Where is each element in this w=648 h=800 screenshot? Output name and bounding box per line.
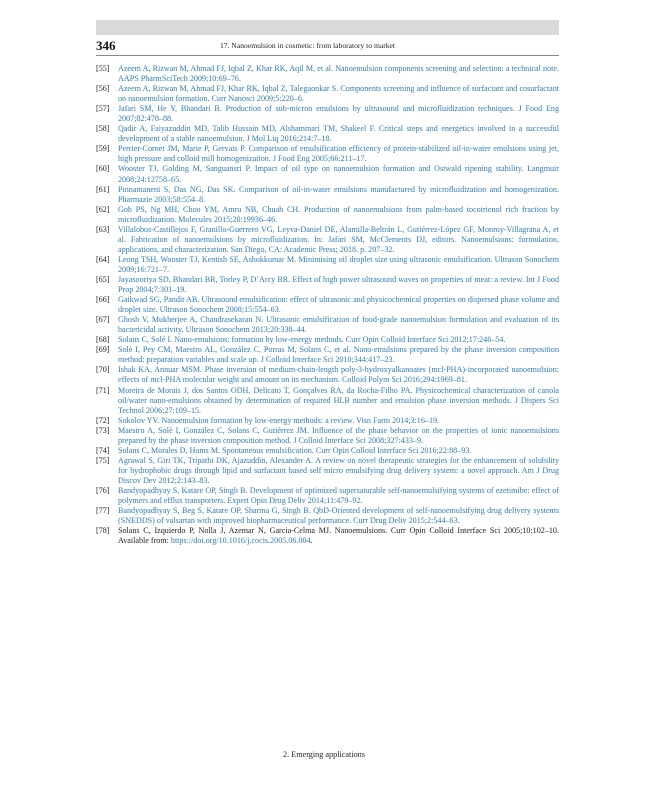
reference-item [96,446,559,456]
reference-number: [76] [96,485,110,495]
reference-item [96,255,559,275]
reference-text[interactable]: Solans C, Solé I. Nano-emulsions: formation by low-energy methods. Curr Opin Colloid Interface Sci 2012;17:246–54. [118,335,506,345]
reference-text[interactable]: Bandyopadhyay S, Beg S, Katare OP, Sharma G, Singh B. QbD-Oriented development of self-nanoemulsifying drug delivery systems (SNEDDS) of valsartan with improved biopharmaceutical performance. Curr Drug Deliv 2015;2:544–63. [118,506,559,526]
reference-number: [74] [96,445,110,455]
reference-number: [57] [96,104,110,114]
reference-citation: Solans C, Izquierdo P, Nolla J, Azemar N, Garcia-Celma MJ. Nanoemulsions. Curr Opin Colloid Interface Sci 2005;10:102–10. Available from: [118,526,559,546]
reference-end: . [310,536,313,546]
reference-number: [56] [96,84,110,94]
reference-text[interactable]: Ishak KA, Annuar MSM. Phase inversion of medium-chain-length poly-3-hydroxyalkanoates (mcl-PHA)-incorporated nanoemulsion: effects of mcl-PHA molecular weight and amount on its mechanism. Colloid Polym Sci 2016;294:1969–81. [118,365,559,385]
reference-number: [68] [96,335,110,345]
header-rule [96,55,559,56]
footer-section-title: 2. Emerging applications [283,750,365,759]
reference-number: [67] [96,315,110,325]
reference-item [96,426,559,446]
reference-number: [75] [96,455,110,465]
reference-number: [63] [96,224,110,234]
reference-text[interactable]: Sokolov YV. Nanoemulsion formation by low-energy methods: a review. Visn Farm 2014;3:16–19. [118,415,440,425]
reference-number: [72] [96,415,110,425]
reference-item [96,124,559,144]
reference-item [96,164,559,184]
reference-item [96,335,559,345]
reference-item [96,64,559,84]
reference-number: [59] [96,144,110,154]
reference-text[interactable]: Solans C, Morales D, Homs M. Spontaneous emulsification. Curr Opin Colloid Interface Sci 2016;22:88–93. [118,445,472,455]
header-bar [96,20,559,35]
reference-number: [64] [96,254,110,264]
reference-item [96,456,559,486]
reference-text[interactable]: Jafari SM, He Y, Bhandari B. Production of sub-micron emulsions by ultrasound and microfluidization techniques. J Food Eng 2007;82:478–88. [118,104,559,124]
reference-item [96,205,559,225]
reference-item [96,345,559,365]
reference-text[interactable]: Bandyopadhyay S, Katare OP, Singh B. Development of optimized supersaturable self-nanoemulsifying systems of ezetimibe: effect of polymers and efflux transporters. Expert Opin Drug Deliv 2014;11:479–92. [118,485,559,506]
reference-item [96,315,559,335]
reference-item [96,386,559,416]
reference-text[interactable]: Jayasooriya SD, Bhandari BR, Torley P, D’Arcy BR. Effect of high power ultrasound waves on properties of meat: a review. Int J Food Prop 2004;7:301–19. [118,274,559,295]
reference-number: [77] [96,506,110,516]
reference-item [96,185,559,205]
reference-number: [71] [96,385,110,395]
reference-item [96,486,559,506]
reference-item [96,416,559,426]
reference-text[interactable]: Solè I, Pey CM, Maestro AL, González C, Porras M, Solans C, et al. Nano-emulsions prepared by the phase inversion composition method: preparation variables and scale up. J Colloid Interface Sci 2010;344:417–23. [118,345,559,365]
reference-number: [58] [96,124,110,134]
reference-text[interactable]: Leong TSH, Wooster TJ, Kentish SE, Ashokkumar M. Minimising oil droplet size using ultrasonic emulsification. Ultrason Sonochem 2009;16:721–7. [118,254,559,274]
reference-number: [65] [96,274,110,284]
doi-link[interactable]: https://doi.org/10.1016/j.cocis.2005.06.004 [170,536,311,546]
reference-text[interactable]: Azeem A, Rizwan M, Ahmad FJ, Khar RK, Iqbal Z, Talegaonkar S. Components screening and influence of surfactant and cosurfactant on nanoemulsion formation. Curr Nanosci 2009;5:220–6. [118,84,559,104]
reference-number: [66] [96,295,110,305]
reference-text[interactable]: Agrawal S, Giri TK, Tripathi DK, Ajazuddin, Alexander A. A review on novel therapeutic strategies for the enhancement of solubility for hydrophobic drugs through lipid and surfactant based self micro emulsifying drug delivery system: a novel approach. Am J Drug Discov Dev 2012;2:143–83. [118,455,559,485]
reference-text[interactable]: Gaikwad SG, Pandit AB. Ultrasound emulsification: effect of ultrasonic and physicochemical properties on dispersed phase volume and droplet size. Ultrason Sonochem 2008;15:554–63. [118,295,559,315]
reference-number: [78] [96,526,110,536]
reference-text[interactable]: Pinnamaneni S, Das NG, Das SK. Comparison of oil-in-water emulsions manufactured by microfluidization and homogenization. Pharmazie 2003;58:554–8. [118,184,559,204]
reference-item [96,295,559,315]
reference-text[interactable]: Moreira de Morais J, dos Santos ODH, Delicato T, Gonçalves RA, da Rocha-Filho PA. Physicochemical characterization of canola oil/water nano-emulsions obtained by determination of required HLB number and emulsion phase inversion methods. J Dispers Sci Technol 2006;27:109–15. [118,385,559,415]
reference-list [96,64,559,546]
reference-text[interactable]: Ghosh V, Mukherjee A, Chandrasekaran N. Ultrasonic emulsification of food-grade nanoemulsion formulation and evaluation of its bactericidal activity. Ultrason Sonochem 2013;20:338–44. [118,315,559,335]
reference-text[interactable]: Perrier-Cornet JM, Marie P, Gervais P. Comparison of emulsification efficiency of protein-stabilized oil-in-water emulsions using jet, high pressure and colloid mill homogenization. J Food Eng 2005;66:211–17. [118,144,559,164]
reference-item-last [96,526,559,546]
reference-text[interactable]: Wooster TJ, Golding M, Sanguansri P. Impact of oil type on nanoemulsion formation and Ostwald ripening stability. Langmuir 2008;24:12758–65. [118,164,559,184]
reference-text[interactable]: Qadir A, Faiyazuddin MD, Talib Hussain MD, Alshammari TM, Shakeel F. Critical steps and energetics involved in a successful development of a stable nanoemulsion. J Mol Liq 2016;214:7–18. [118,124,559,144]
reference-text[interactable]: Maestro A, Solè I, González C, Solans C, Gutiérrez JM. Influence of the phase behavior on the properties of ionic nanoemulsions prepared by the phase inversion composition method. J Colloid Interface Sci 2008;327:433–9. [118,425,559,445]
reference-number: [69] [96,345,110,355]
reference-item [96,225,559,255]
page-number: 346 [96,38,116,53]
reference-item [96,84,559,104]
reference-text[interactable]: Villalobos-Castillejos F, Granillo-Guerrero VG, Leyva-Daniel DE, Alamilla-Beltrán L, Gutiérrez-López GF, Monroy-Villagrana A, et al. Fabrication of nanoemulsions by microfluidization. In: Jafari SM, McClements DJ, editors. Nanoemulsions: formulation, applications, and characterization. San Diego, CA: Academic Press; 2018. p. 207–32. [118,224,559,254]
reference-number: [61] [96,184,110,194]
reference-text[interactable]: Azeem A, Rizwan M, Ahmad FJ, Iqbal Z, Khar RK, Aqil M, et al. Nanoemulsion components screening and selection: a technical note. AAPS PharmSciTech 2009;10:69–76. [118,64,559,84]
reference-number: [62] [96,204,110,214]
running-head: 17. Nanoemulsion in cosmetic: from laboratory to market [220,41,396,50]
reference-number: [60] [96,164,110,174]
reference-text[interactable]: Goh PS, Ng MH, Choo YM, Amru NB, Chuah CH. Production of nanoemulsions from palm-based tocotrienol rich fraction by microfluidization. Molecules 2015;20:19936–46. [118,204,559,224]
reference-number: [73] [96,425,110,435]
reference-text [118,526,559,546]
reference-item [96,104,559,124]
reference-number: [55] [96,64,110,73]
reference-number: [70] [96,365,110,375]
reference-item [96,275,559,295]
reference-item [96,506,559,526]
reference-item [96,144,559,164]
reference-item [96,365,559,385]
